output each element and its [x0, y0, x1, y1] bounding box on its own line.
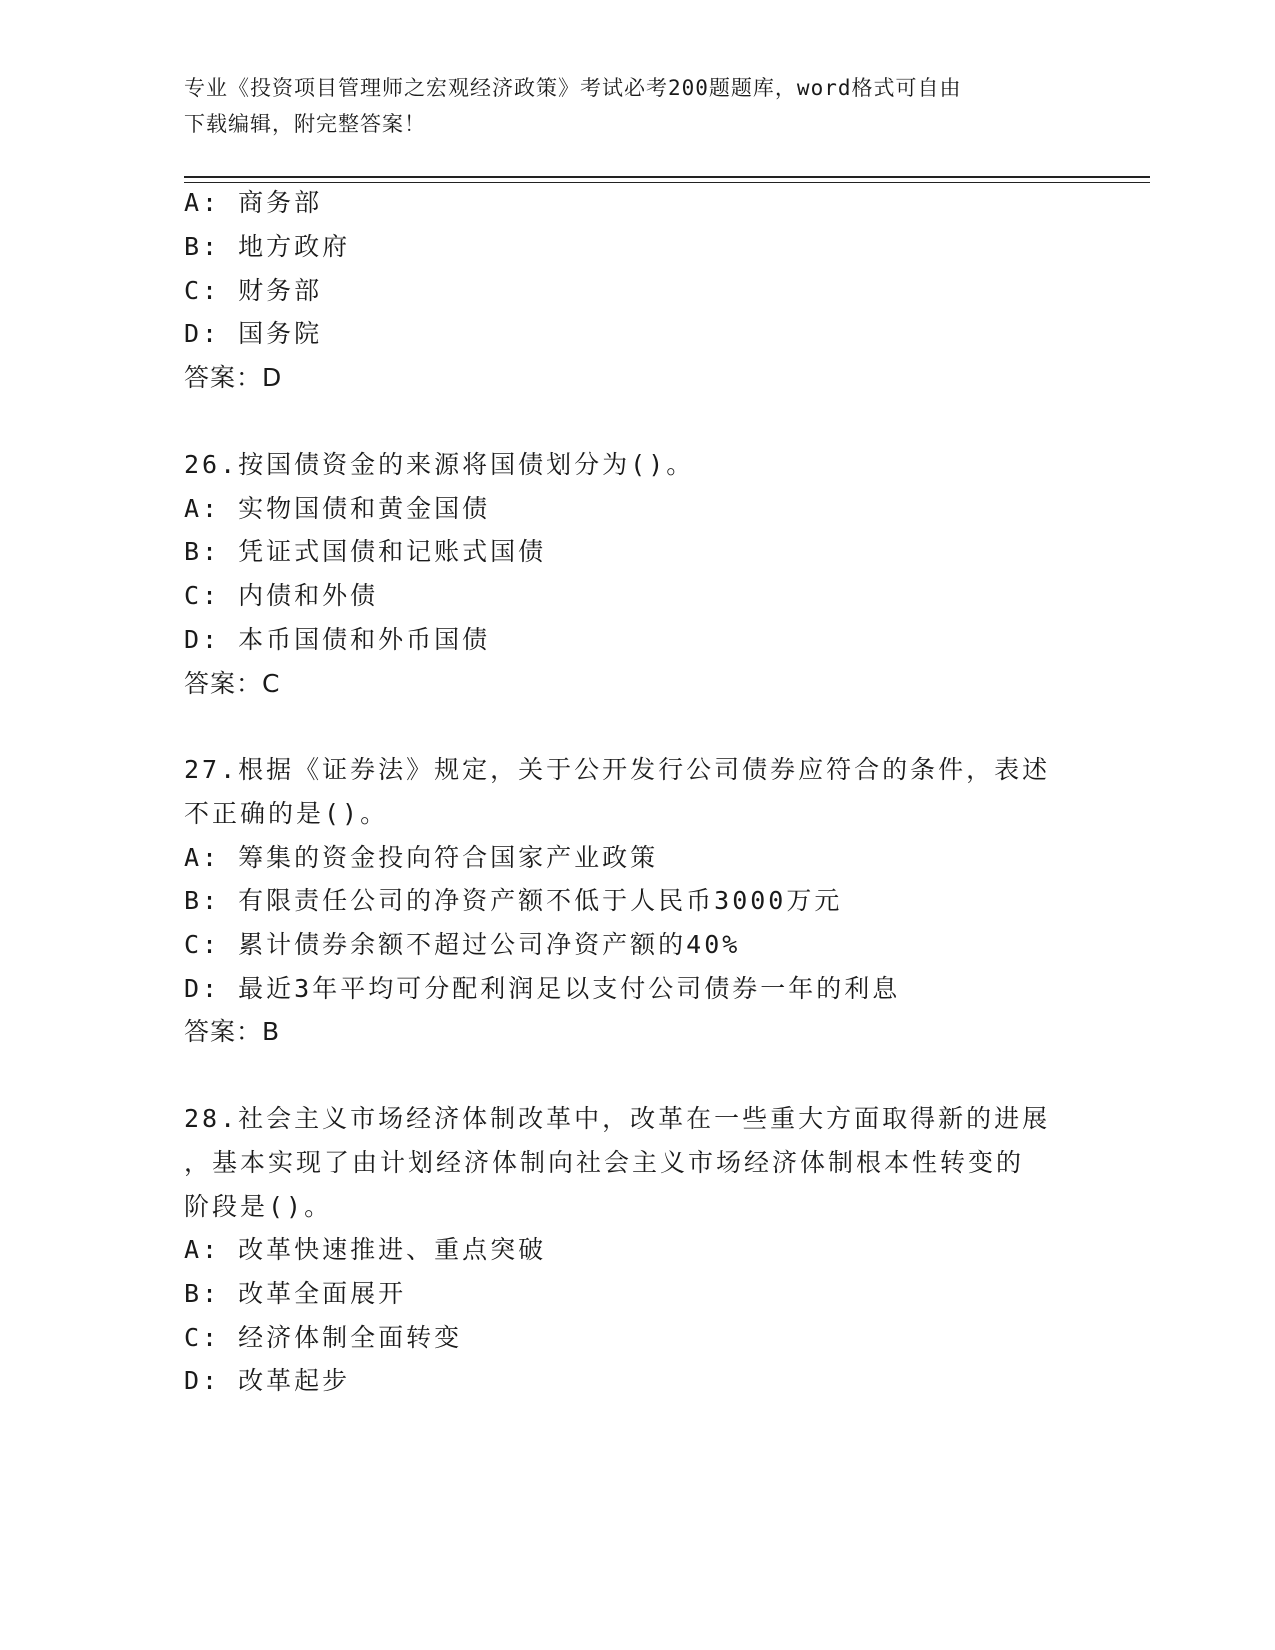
q25-option-c: C: 财务部: [184, 276, 323, 305]
document-header: [184, 70, 1064, 142]
q27-option-d: D: 最近3年平均可分配利润足以支付公司债券一年的利息: [184, 974, 901, 1003]
header-line-1: 专业《投资项目管理师之宏观经济政策》考试必考200题题库，word格式可自由: [184, 76, 962, 100]
q28-stem-line-3: 阶段是()。: [184, 1192, 333, 1221]
q27-option-a: A: 筹集的资金投向符合国家产业政策: [184, 843, 659, 872]
q26-option-d: D: 本币国债和外币国债: [184, 625, 491, 654]
q27-option-c: C: 累计债券余额不超过公司净资产额的40%: [184, 930, 741, 959]
q26-option-b: B: 凭证式国债和记账式国债: [184, 537, 547, 566]
header-line-2: 下载编辑，附完整答案！: [184, 112, 426, 136]
q25-option-d: D: 国务院: [184, 319, 323, 348]
q28-option-b: B: 改革全面展开: [184, 1279, 407, 1308]
q28-stem-line-2: ，基本实现了由计划经济体制向社会主义市场经济体制根本性转变的: [184, 1148, 1025, 1177]
q28-option-c: C: 经济体制全面转变: [184, 1323, 463, 1352]
header-rule-thick: [184, 176, 1150, 178]
q27-stem-line-2: 不正确的是()。: [184, 799, 389, 828]
q25-option-a: A: 商务部: [184, 188, 323, 217]
q28-option-a: A: 改革快速推进、重点突破: [184, 1235, 547, 1264]
q26-option-a: A: 实物国债和黄金国债: [184, 494, 491, 523]
q26-answer: 答案：C: [184, 669, 281, 698]
q27-answer: 答案：B: [184, 1017, 281, 1046]
q27-stem-line-1: 27.根据《证券法》规定，关于公开发行公司债券应符合的条件，表述: [184, 755, 1051, 784]
q28-stem-line-1: 28.社会主义市场经济体制改革中，改革在一些重大方面取得新的进展: [184, 1104, 1051, 1133]
header-rule-thin: [184, 182, 1150, 183]
q28-option-d: D: 改革起步: [184, 1366, 351, 1395]
q25-answer: 答案：D: [184, 363, 283, 392]
q25-option-b: B: 地方政府: [184, 232, 351, 261]
q26-option-c: C: 内债和外债: [184, 581, 379, 610]
q26-stem: 26.按国债资金的来源将国债划分为()。: [184, 450, 695, 479]
q27-option-b: B: 有限责任公司的净资产额不低于人民币3000万元: [184, 886, 843, 915]
